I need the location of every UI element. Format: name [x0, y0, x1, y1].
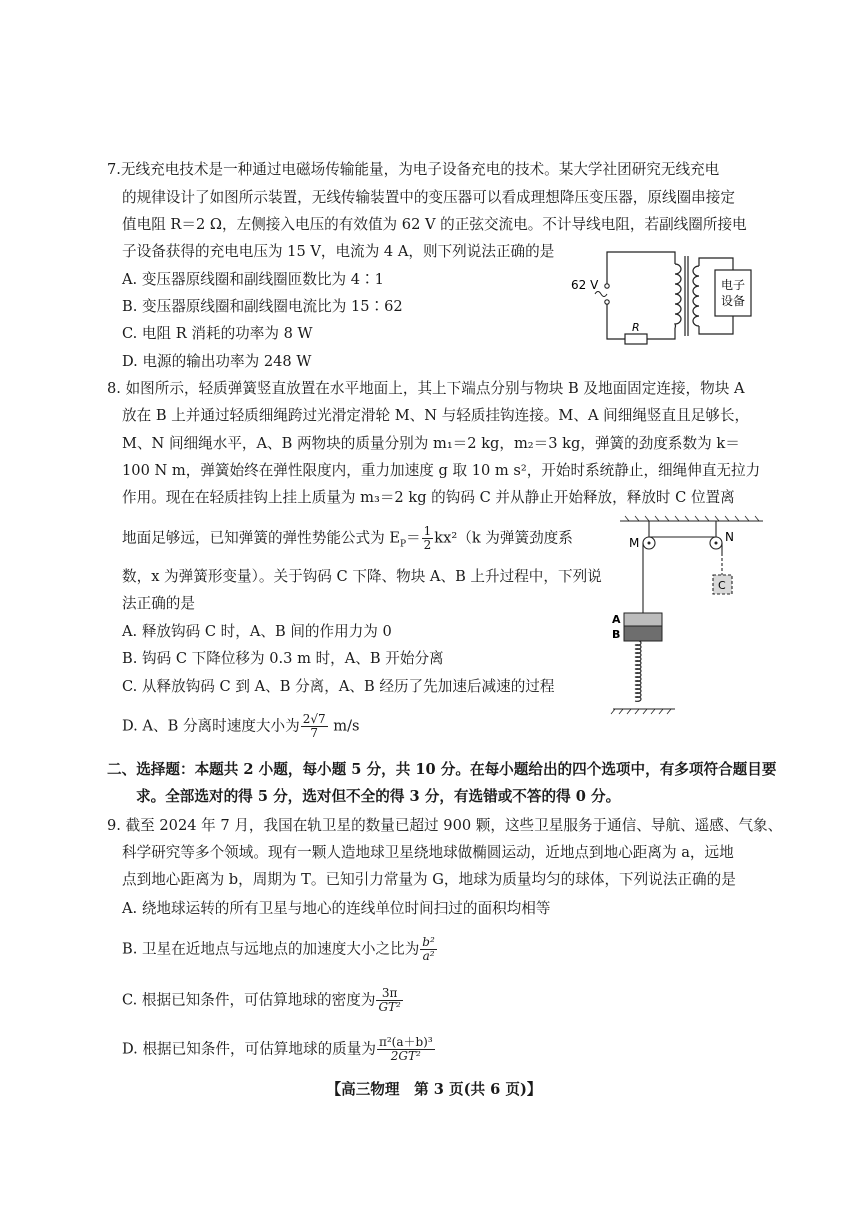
acceleration-ratio-fraction: $\frac{\text{b²}}{\text{a²}}$ [422, 935, 435, 963]
q7-stem-line-1: 7.无线充电技术是一种通过电磁场传输能量，为电子设备充电的技术。某大学社团研究无线充电 [107, 161, 720, 178]
section-2-line-1: 二、选择题：本题共 2 小题，每小题 5 分，共 10 分。在每小题给出的四个选项中，有多项符合题目要 [107, 761, 777, 778]
q8-stem-line-1: 8. 如图所示，轻质弹簧竖直放置在水平地面上，其上下端点分别与物块 B 及地面固定连接，物块 A [107, 380, 745, 397]
ac-symbol-icon [595, 292, 607, 297]
terminal-top [605, 284, 609, 288]
q9-stem-line-3: 点到地心距离为 b，周期为 T。已知引力常量为 G，地球为质量均匀的球体，下列说法正确的是 [122, 871, 736, 888]
transformer-circuit-diagram [565, 246, 770, 346]
page-footer: 【高三物理 第 3 页(共 6 页)】 [326, 1081, 542, 1098]
pulley-m-label: M [629, 536, 640, 550]
q7-option-d: D. 电源的输出功率为 248 W [122, 353, 312, 370]
source-voltage-label: 62 V [571, 278, 599, 292]
q8-stem-line-7: 数，x 为弹簧形变量）。关于钩码 C 下降、物块 A、B 上升过程中，下列说 [122, 568, 602, 585]
q8-option-d: D. A、B 分离时速度大小为 $\frac{2√7}{7}$ m/s [122, 712, 360, 740]
q8-stem-line-4: 100 N m，弹簧始终在弹性限度内，重力加速度 g 取 10 m s²，开始时系统静止，细绳伸直无拉力 [122, 462, 761, 479]
q8-stem-line-3: M、N 间细绳水平，A、B 两物块的质量分别为 m₁＝2 kg，m₂＝3 kg，弹簧的劲度系数为 k＝ [122, 435, 740, 452]
mass-fraction: $\frac{\text{π²(a＋b)³}}{\text{2GT²}}$ [378, 1035, 433, 1063]
q9-option-a: A. 绕地球运转的所有卫星与地心的连线单位时间扫过的面积均相等 [122, 900, 551, 917]
pulley-spring-diagram [605, 515, 767, 715]
half-fraction: $\frac{1}{2}$ [423, 524, 432, 552]
q7-option-a: A. 变压器原线圈和副线圈匝数比为 4∶1 [122, 271, 384, 288]
pulley-m-center [648, 542, 651, 545]
density-fraction: $\frac{3\pi}{\text{GT²}}$ [378, 986, 401, 1014]
q9-option-c: C. 根据已知条件，可估算地球的密度为 $\frac{3\pi}{\text{GT²}}$ [122, 986, 401, 1014]
device-label-2: 设备 [720, 294, 746, 308]
block-a [624, 613, 662, 626]
q8-stem-line-6: 地面足够远，已知弹簧的弹性势能公式为 $E_P=$ $\frac{1}{2}$ kx²（k 为弹簧劲度系 [122, 524, 573, 552]
q9-stem-line-2: 科学研究等多个领域。现有一颗人造地球卫星绕地球做椭圆运动，近地点到地心距离为 a，远地 [122, 844, 734, 861]
block-b-label: B [612, 628, 621, 641]
q7-stem-line-3: 值电阻 R＝2 Ω，左侧接入电压的有效值为 62 V 的正弦交流电。不计导线电阻，若副线圈所接电 [122, 216, 747, 233]
terminal-bottom [605, 300, 609, 304]
weight-c-label: C [718, 579, 726, 592]
block-a-label: A [612, 613, 621, 626]
block-b [624, 626, 662, 641]
q9-option-b: B. 卫星在近地点与远地点的加速度大小之比为 $\frac{\text{b²}}{\text{a²}}$ [122, 935, 435, 963]
q9-option-d: D. 根据已知条件，可估算地球的质量为 $\frac{\text{π²(a＋b)³}}{\text{2GT²}}$ [122, 1035, 433, 1063]
q9-stem-line-1: 9. 截至 2024 年 7 月，我国在轨卫星的数量已超过 900 颗，这些卫星服务于通信、导航、遥感、气象、 [107, 817, 783, 834]
q8-option-b: B. 钩码 C 下降位移为 0.3 m 时，A、B 开始分离 [122, 650, 444, 667]
q8-stem-line-8: 法正确的是 [122, 595, 195, 612]
speed-fraction: $\frac{2√7}{7}$ [302, 712, 326, 740]
pulley-n-label: N [725, 530, 734, 544]
q8-stem-line-5: 作用。现在在轻质挂钩上挂上质量为 m₃＝2 kg 的钩码 C 并从静止开始释放，释放时 C 位置离 [122, 489, 735, 506]
resistor-label: R [632, 321, 640, 334]
q8-option-c: C. 从释放钩码 C 到 A、B 分离，A、B 经历了先加速后减速的过程 [122, 678, 555, 695]
q7-stem-line-4: 子设备获得的充电电压为 15 V，电流为 4 A，则下列说法正确的是 [122, 243, 555, 260]
q8-stem-line-2: 放在 B 上并通过轻质细绳跨过光滑定滑轮 M、N 与轻质挂钩连接。M、A 间细绳竖直且足够长， [122, 407, 750, 424]
pulley-n-center [715, 542, 718, 545]
q7-option-b: B. 变压器原线圈和副线圈电流比为 15∶62 [122, 298, 403, 315]
q8-option-a: A. 释放钩码 C 时，A、B 间的作用力为 0 [122, 623, 392, 640]
q7-stem-line-2: 的规律设计了如图所示装置，无线传输装置中的变压器可以看成理想降压变压器，原线圈串接定 [122, 189, 735, 206]
section-2-line-2: 求。全部选对的得 5 分，选对但不全的得 3 分，有选错或不答的得 0 分。 [136, 788, 621, 805]
q7-option-c: C. 电阻 R 消耗的功率为 8 W [122, 325, 313, 342]
device-label-1: 电子 [720, 278, 746, 292]
